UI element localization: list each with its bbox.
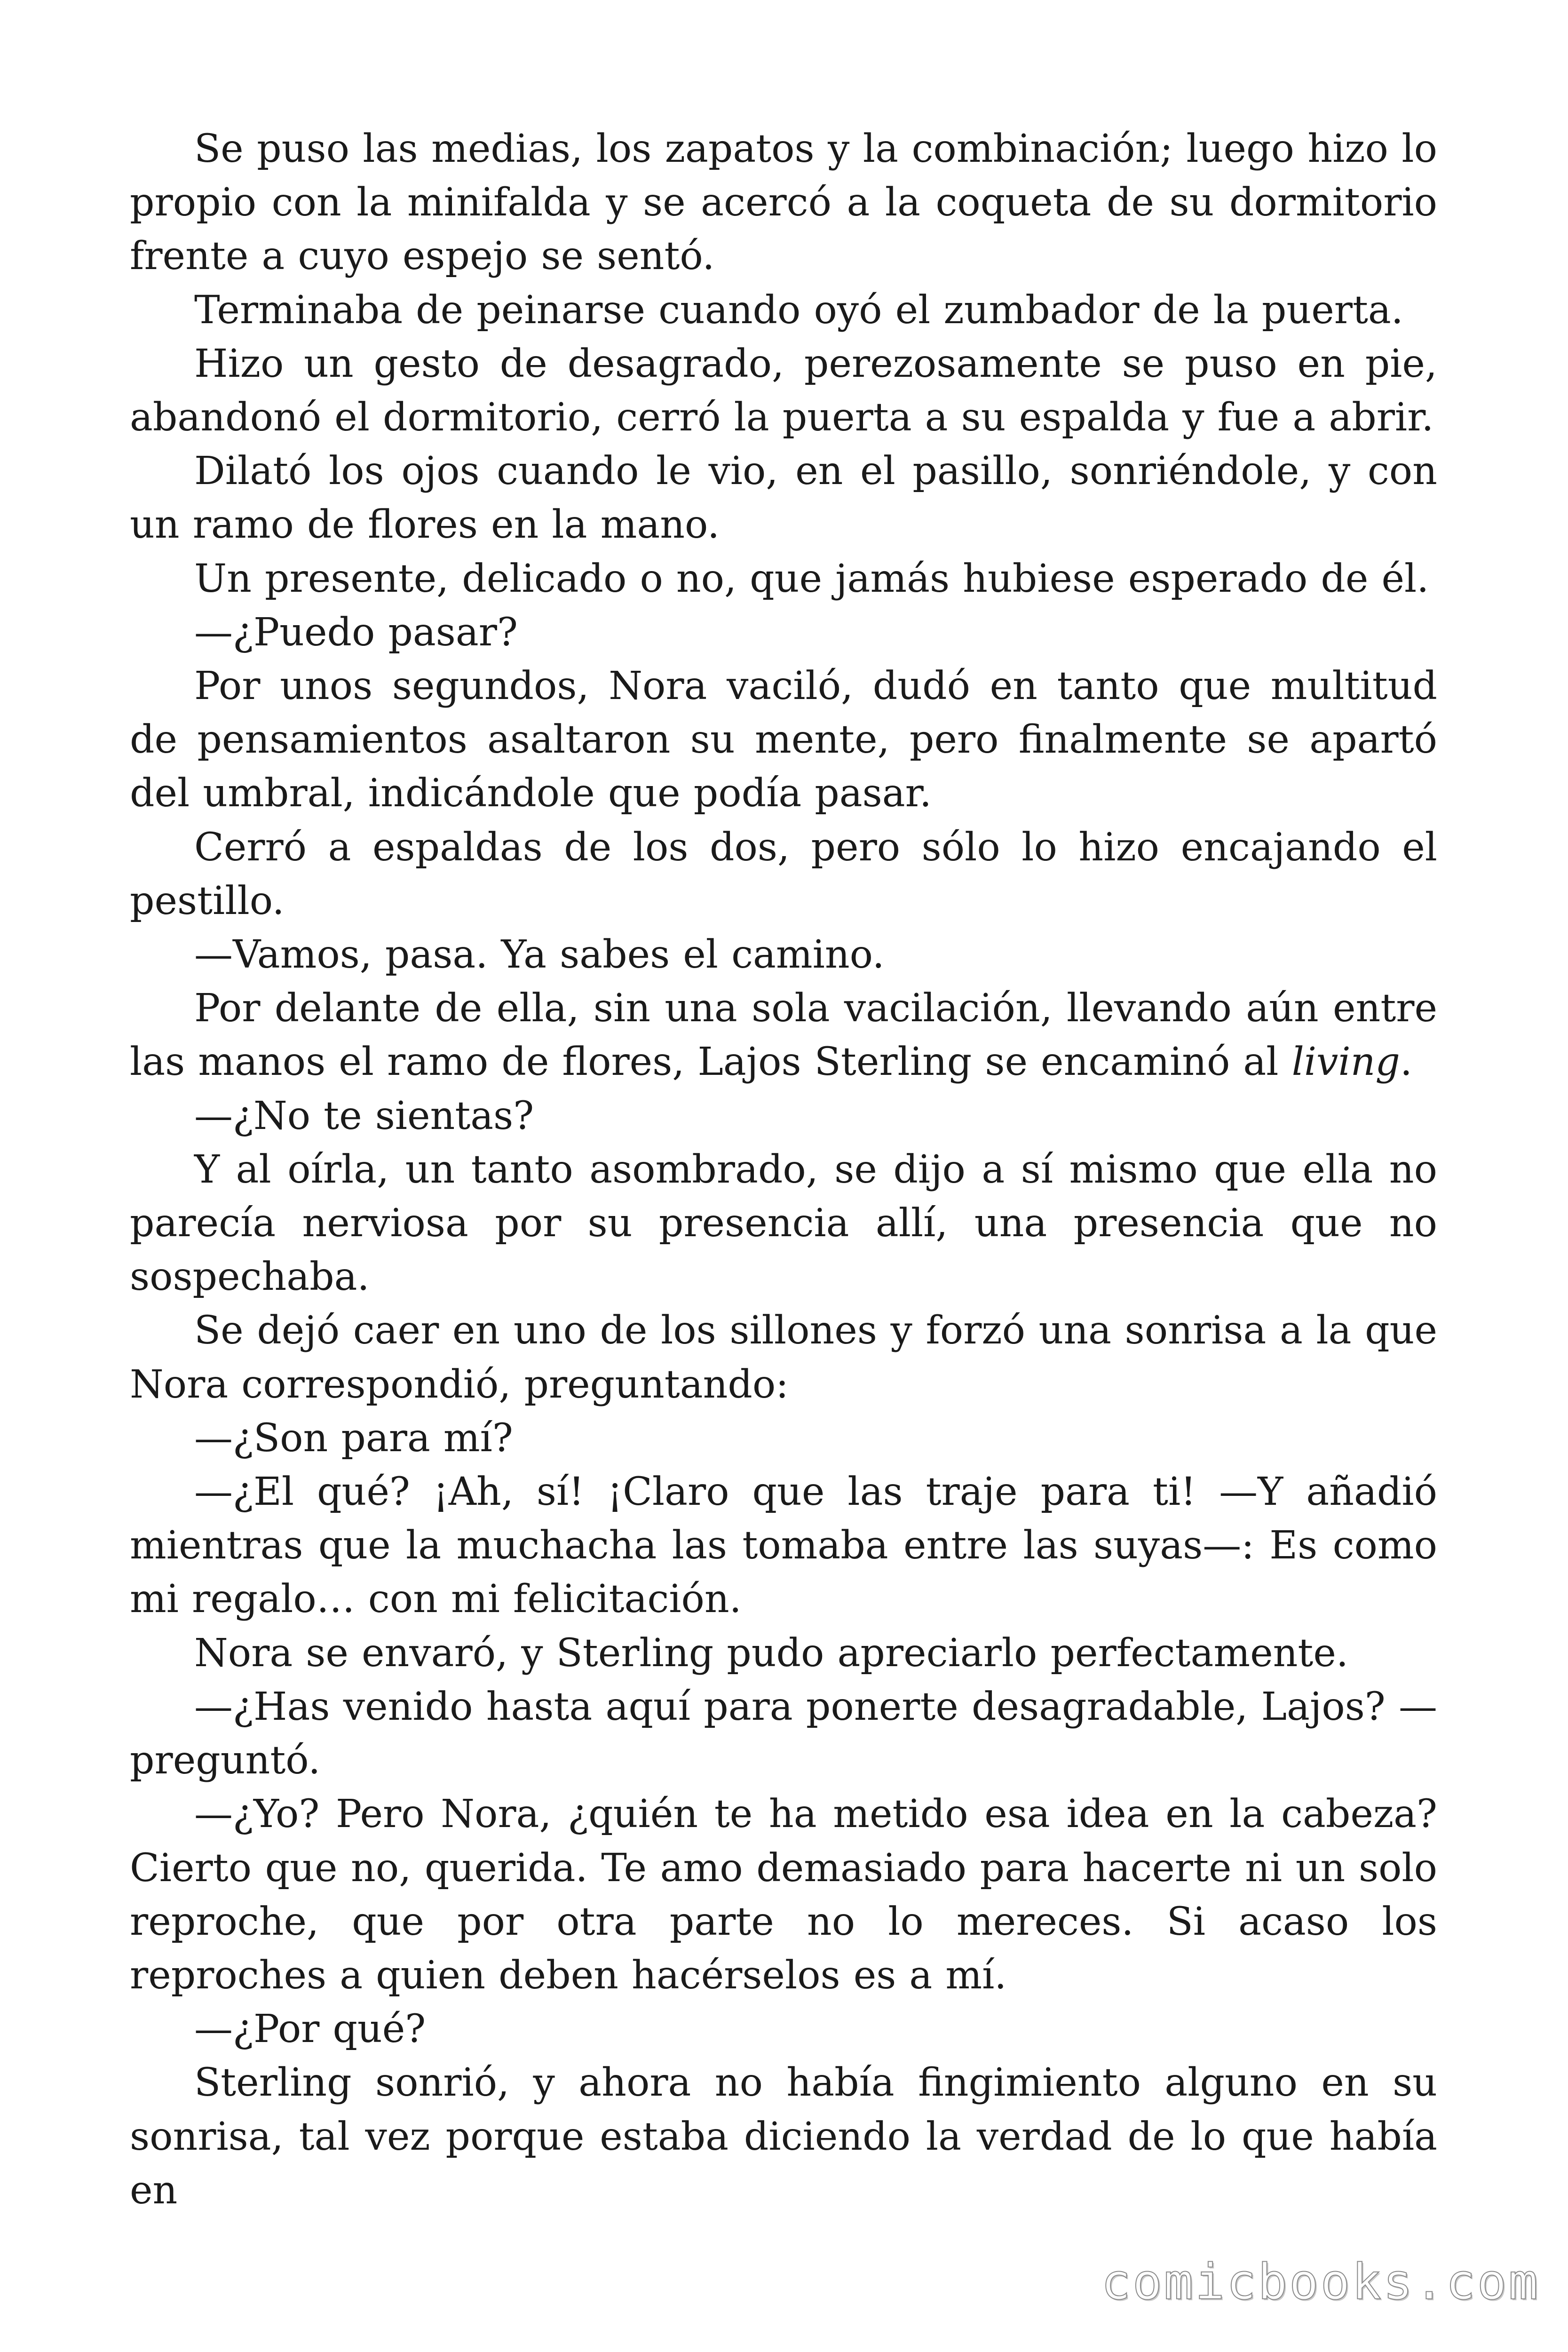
text-segment: Nora se envaró, y Sterling pudo apreciarlo perfectamente. xyxy=(194,1630,1348,1676)
paragraph xyxy=(130,1788,1437,2002)
paragraph xyxy=(130,1680,1437,1788)
paragraph xyxy=(130,1143,1437,1304)
paragraph xyxy=(130,1627,1437,1680)
paragraph xyxy=(130,1465,1437,1627)
paragraph xyxy=(130,821,1437,928)
paragraph xyxy=(130,284,1437,337)
text-segment: Y al oírla, un tanto asombrado, se dijo a sí mismo que ella no parecía nerviosa por su presencia allí, una presencia que no sospechaba. xyxy=(130,1147,1437,1300)
paragraph xyxy=(130,337,1437,445)
text-segment: Hizo un gesto de desagrado, perezosamente se puso en pie, abandonó el dormitorio, cerró la puerta a su espalda y fue a abrir. xyxy=(130,341,1437,440)
text-segment: —¿El qué? ¡Ah, sí! ¡Claro que las traje para ti! —Y añadió mientras que la muchacha las tomaba entre las suyas—: Es como mi regalo… con mi felicitación. xyxy=(130,1470,1437,1622)
text-segment: . xyxy=(1400,1040,1412,1085)
paragraph xyxy=(130,1304,1437,1411)
text-segment: Por delante de ella, sin una sola vacilación, llevando aún entre las manos el ramo de flores, Lajos Sterling se encaminó al xyxy=(130,986,1437,1085)
text-segment: —Vamos, pasa. Ya sabes el camino. xyxy=(194,932,885,977)
text-segment: Sterling sonrió, y ahora no había fingimiento alguno en su sonrisa, tal vez porque estaba diciendo la verdad de lo que había en xyxy=(130,2060,1437,2213)
paragraph xyxy=(130,122,1437,284)
text-segment: Dilató los ojos cuando le vio, en el pasillo, sonriéndole, y con un ramo de flores en la mano. xyxy=(130,449,1437,548)
italic-text: living xyxy=(1291,1040,1400,1085)
paragraph xyxy=(130,445,1437,552)
text-segment: Cerró a espaldas de los dos, pero sólo lo hizo encajando el pestillo. xyxy=(130,825,1437,923)
paragraph xyxy=(130,928,1437,982)
paragraph xyxy=(130,1412,1437,1465)
watermark: comicbooks.com xyxy=(1101,2253,1540,2311)
text-segment: Terminaba de peinarse cuando oyó el zumbador de la puerta. xyxy=(194,287,1403,333)
text-segment: Por unos segundos, Nora vaciló, dudó en tanto que multitud de pensamientos asaltaron su mente, pero finalmente se apartó del umbral, indicándole que podía pasar. xyxy=(130,664,1437,816)
paragraph xyxy=(130,982,1437,1089)
text-segment: —¿Yo? Pero Nora, ¿quién te ha metido esa idea en la cabeza? Cierto que no, querida. Te amo demasiado para hacerte ni un solo reproche, que por otra parte no lo mereces. Si acaso los reproches a quien deben hacérselos es a mí. xyxy=(130,1792,1437,1998)
paragraph xyxy=(130,2002,1437,2056)
text-segment: —¿No te sientas? xyxy=(194,1093,534,1138)
paragraph xyxy=(130,2056,1437,2217)
text-segment: —¿Has venido hasta aquí para ponerte desagradable, Lajos? —preguntó. xyxy=(130,1684,1437,1783)
body-text xyxy=(130,122,1437,2217)
text-segment: Se dejó caer en uno de los sillones y forzó una sonrisa a la que Nora correspondió, preguntando: xyxy=(130,1308,1437,1407)
text-segment: Un presente, delicado o no, que jamás hubiese esperado de él. xyxy=(194,556,1429,601)
paragraph xyxy=(130,1089,1437,1143)
text-segment: —¿Son para mí? xyxy=(194,1415,513,1461)
text-segment: —¿Por qué? xyxy=(194,2007,426,2052)
paragraph xyxy=(130,552,1437,606)
text-segment: Se puso las medias, los zapatos y la combinación; luego hizo lo propio con la minifalda y se acercó a la coqueta de su dormitorio frente a cuyo espejo se sentó. xyxy=(130,127,1437,279)
paragraph xyxy=(130,660,1437,821)
text-segment: —¿Puedo pasar? xyxy=(194,610,518,655)
paragraph xyxy=(130,606,1437,660)
